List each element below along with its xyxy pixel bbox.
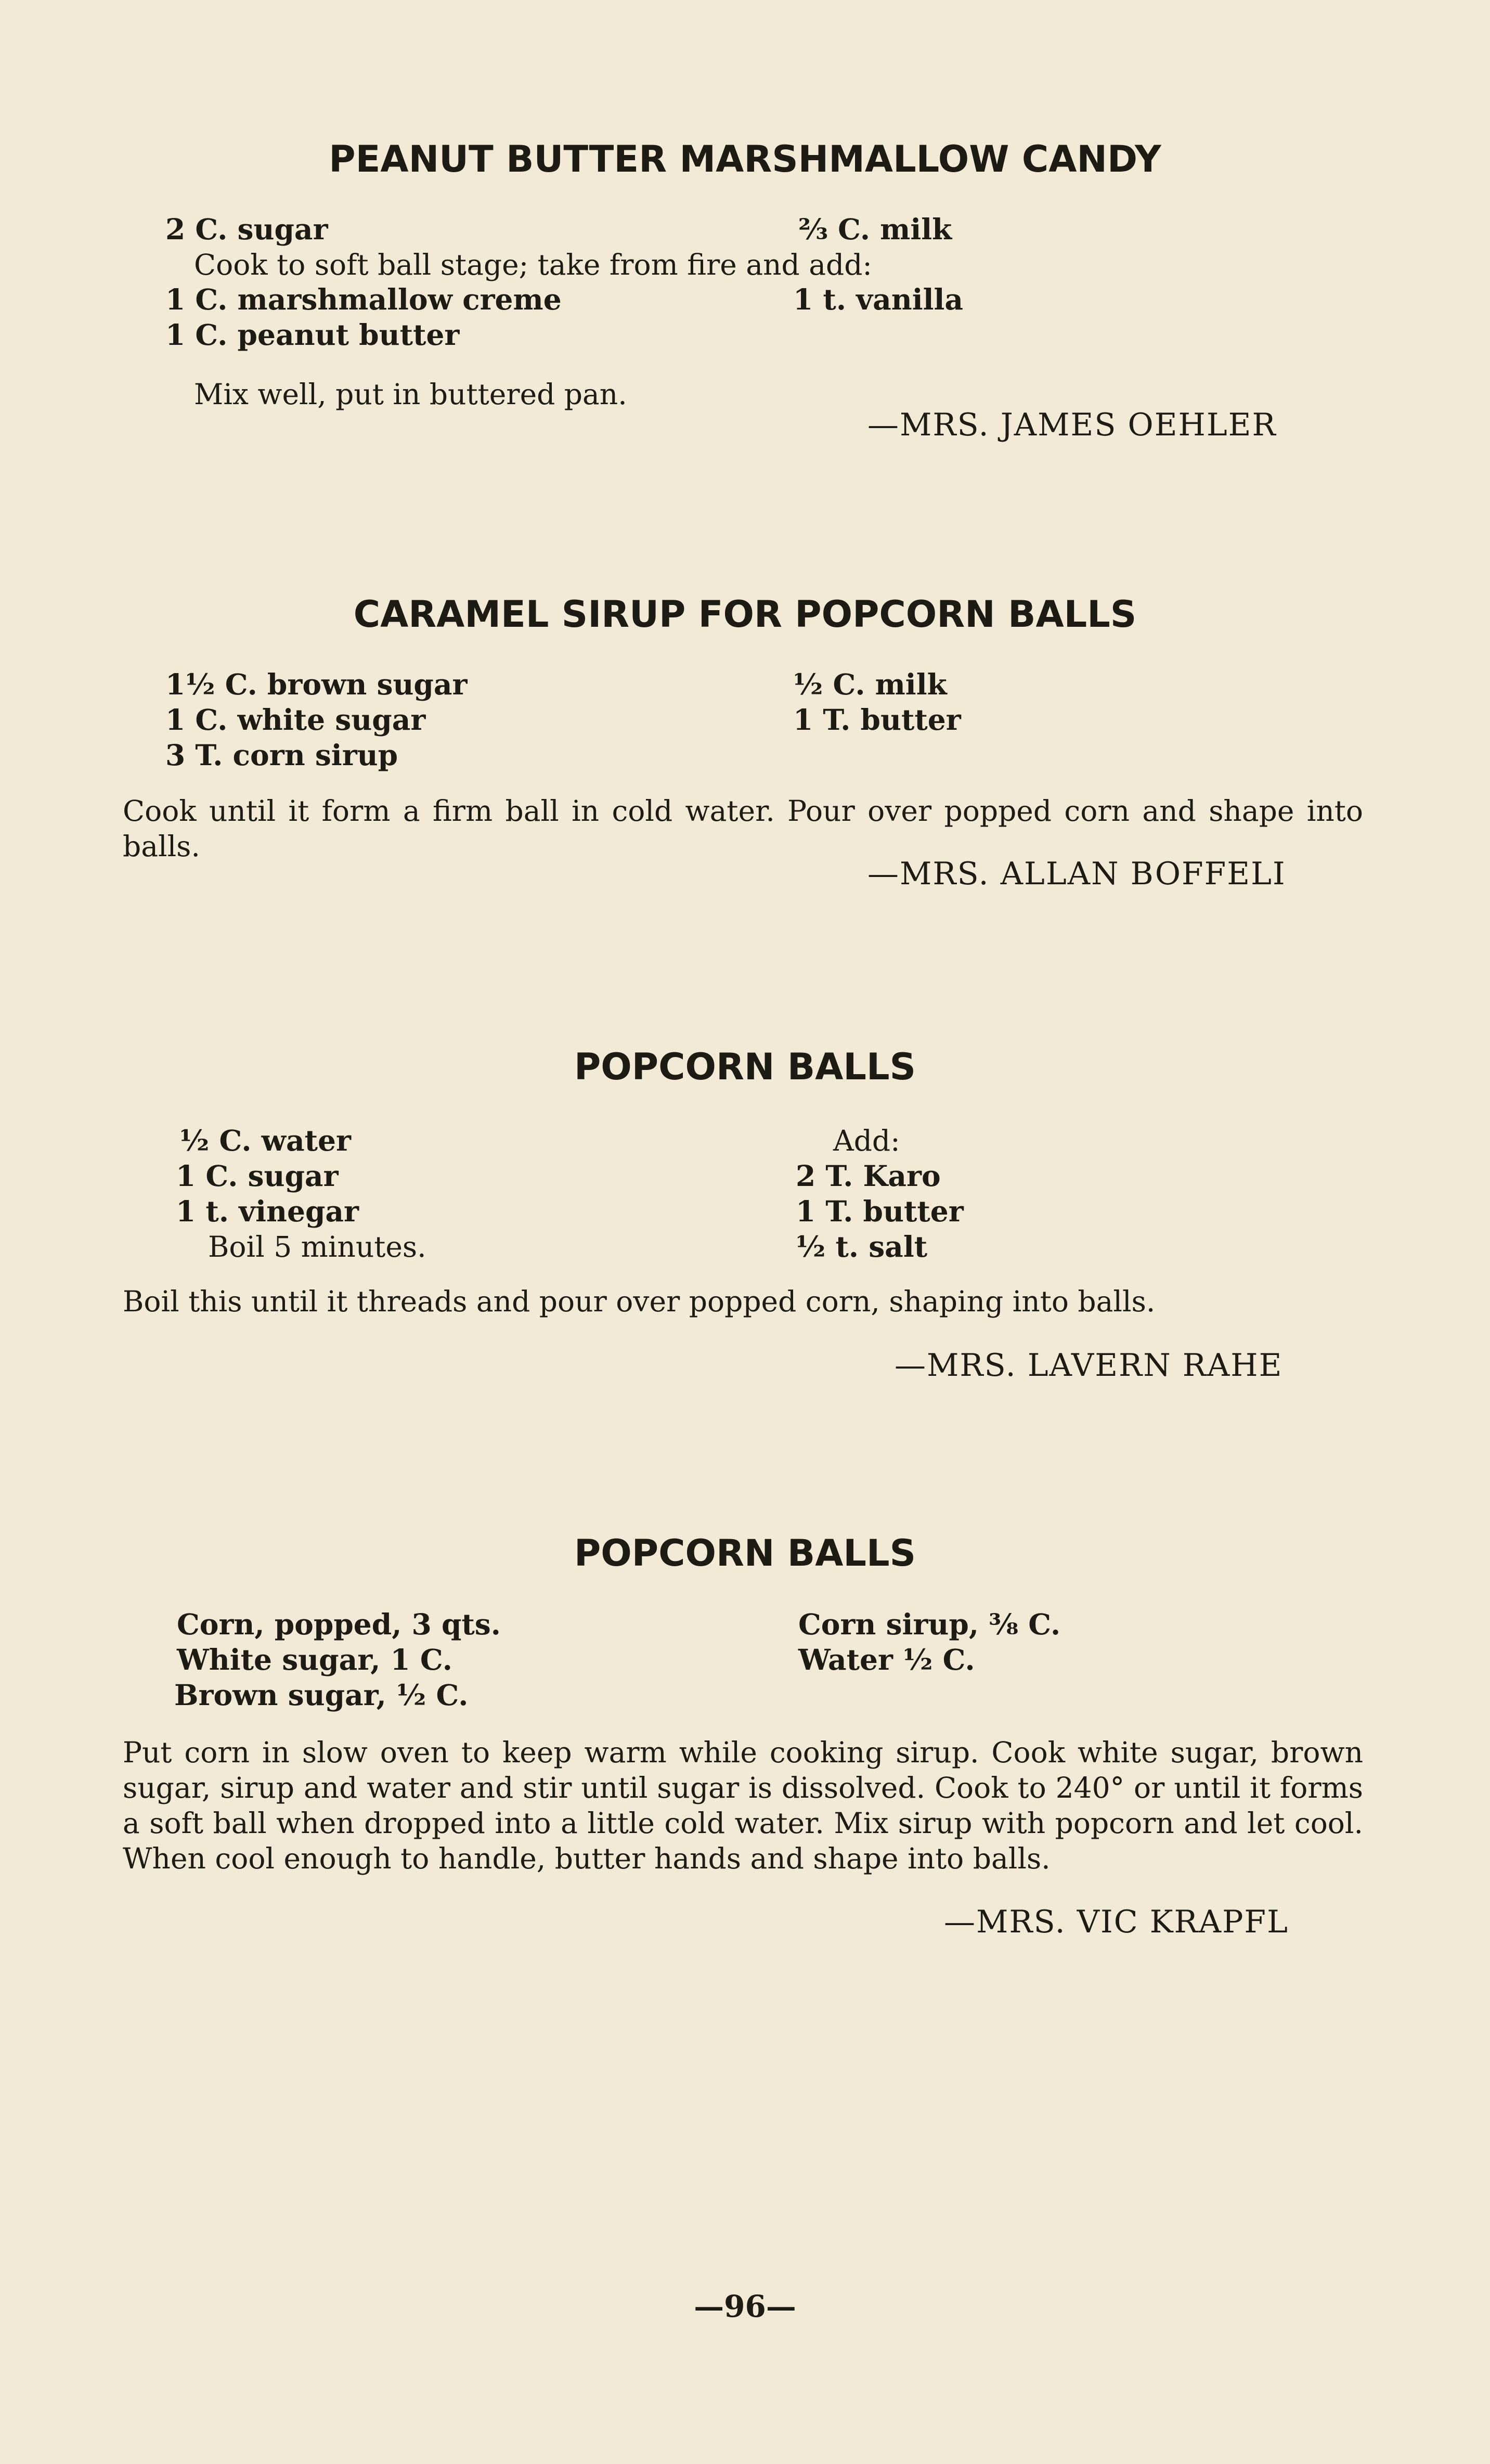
ingredient-line: 1 C. marshmallow creme bbox=[165, 282, 562, 316]
ingredient-line: Corn sirup, ⅜ C. bbox=[798, 1607, 1061, 1641]
recipe-title-caramel-sirup: CARAMEL SIRUP FOR POPCORN BALLS bbox=[353, 593, 1137, 636]
ingredient-line: ½ C. water bbox=[179, 1124, 351, 1157]
page-number: —96— bbox=[694, 2289, 796, 2324]
ingredient-line: 2 C. sugar bbox=[165, 212, 328, 246]
ingredient-line: Brown sugar, ½ C. bbox=[174, 1678, 469, 1712]
ingredient-line: Water ½ C. bbox=[798, 1643, 975, 1676]
ingredient-line: 1 t. vinegar bbox=[176, 1194, 359, 1228]
directions: Cook until it form a firm ball in cold water. Pour over popped corn and shape into balls. bbox=[123, 794, 1363, 863]
recipe-credit: —MRS. VIC KRAPFL bbox=[944, 1904, 1289, 1940]
ingredient-line: White sugar, 1 C. bbox=[177, 1643, 452, 1676]
ingredient-line: 1 t. vanilla bbox=[793, 282, 964, 316]
recipe-credit: —MRS. ALLAN BOFFELI bbox=[867, 856, 1286, 892]
ingredient-line: 3 T. corn sirup bbox=[165, 738, 398, 772]
ingredient-line: 2 T. Karo bbox=[796, 1159, 941, 1193]
ingredient-line: 1½ C. brown sugar bbox=[165, 667, 468, 701]
ingredient-line: ½ C. milk bbox=[793, 667, 947, 701]
ingredient-line: 1 C. sugar bbox=[176, 1159, 339, 1193]
ingredient-line: Corn, popped, 3 qts. bbox=[177, 1607, 501, 1641]
recipe-title-peanut-butter-marshmallow-candy: PEANUT BUTTER MARSHMALLOW CANDY bbox=[329, 138, 1161, 180]
ingredient-line: 1 C. peanut butter bbox=[165, 318, 460, 352]
ingredient-line: ½ t. salt bbox=[796, 1230, 928, 1263]
recipe-title-popcorn-balls: POPCORN BALLS bbox=[574, 1046, 916, 1088]
recipe-credit: —MRS. LAVERN RAHE bbox=[895, 1347, 1283, 1384]
recipe-credit: —MRS. JAMES OEHLER bbox=[867, 407, 1277, 443]
directions: Mix well, put in buttered pan. bbox=[194, 378, 627, 411]
directions: Boil this until it threads and pour over popped corn, shaping into balls. bbox=[123, 1285, 1156, 1318]
ingredient-line: 1 T. butter bbox=[793, 703, 961, 737]
ingredient-line: ⅔ C. milk bbox=[798, 212, 952, 246]
recipe-title-popcorn-balls-2: POPCORN BALLS bbox=[574, 1532, 916, 1575]
directions: Put corn in slow oven to keep warm while cooking sirup. Cook white sugar, brown sugar, sirup and water and stir until sugar is dissolved. Cook to 240° or until it forms a soft ball when dropped into a little cold water. Mix sirup with popcorn and let cool. When cool enough to handle, butter hands and shape into balls. bbox=[123, 1736, 1363, 1875]
instruction-line: Boil 5 minutes. bbox=[208, 1230, 426, 1263]
instruction-line: Add: bbox=[833, 1124, 900, 1157]
ingredient-line: 1 C. white sugar bbox=[165, 703, 426, 737]
instruction-line: Cook to soft ball stage; take from fire and add: bbox=[194, 248, 872, 281]
ingredient-line: 1 T. butter bbox=[796, 1194, 964, 1228]
